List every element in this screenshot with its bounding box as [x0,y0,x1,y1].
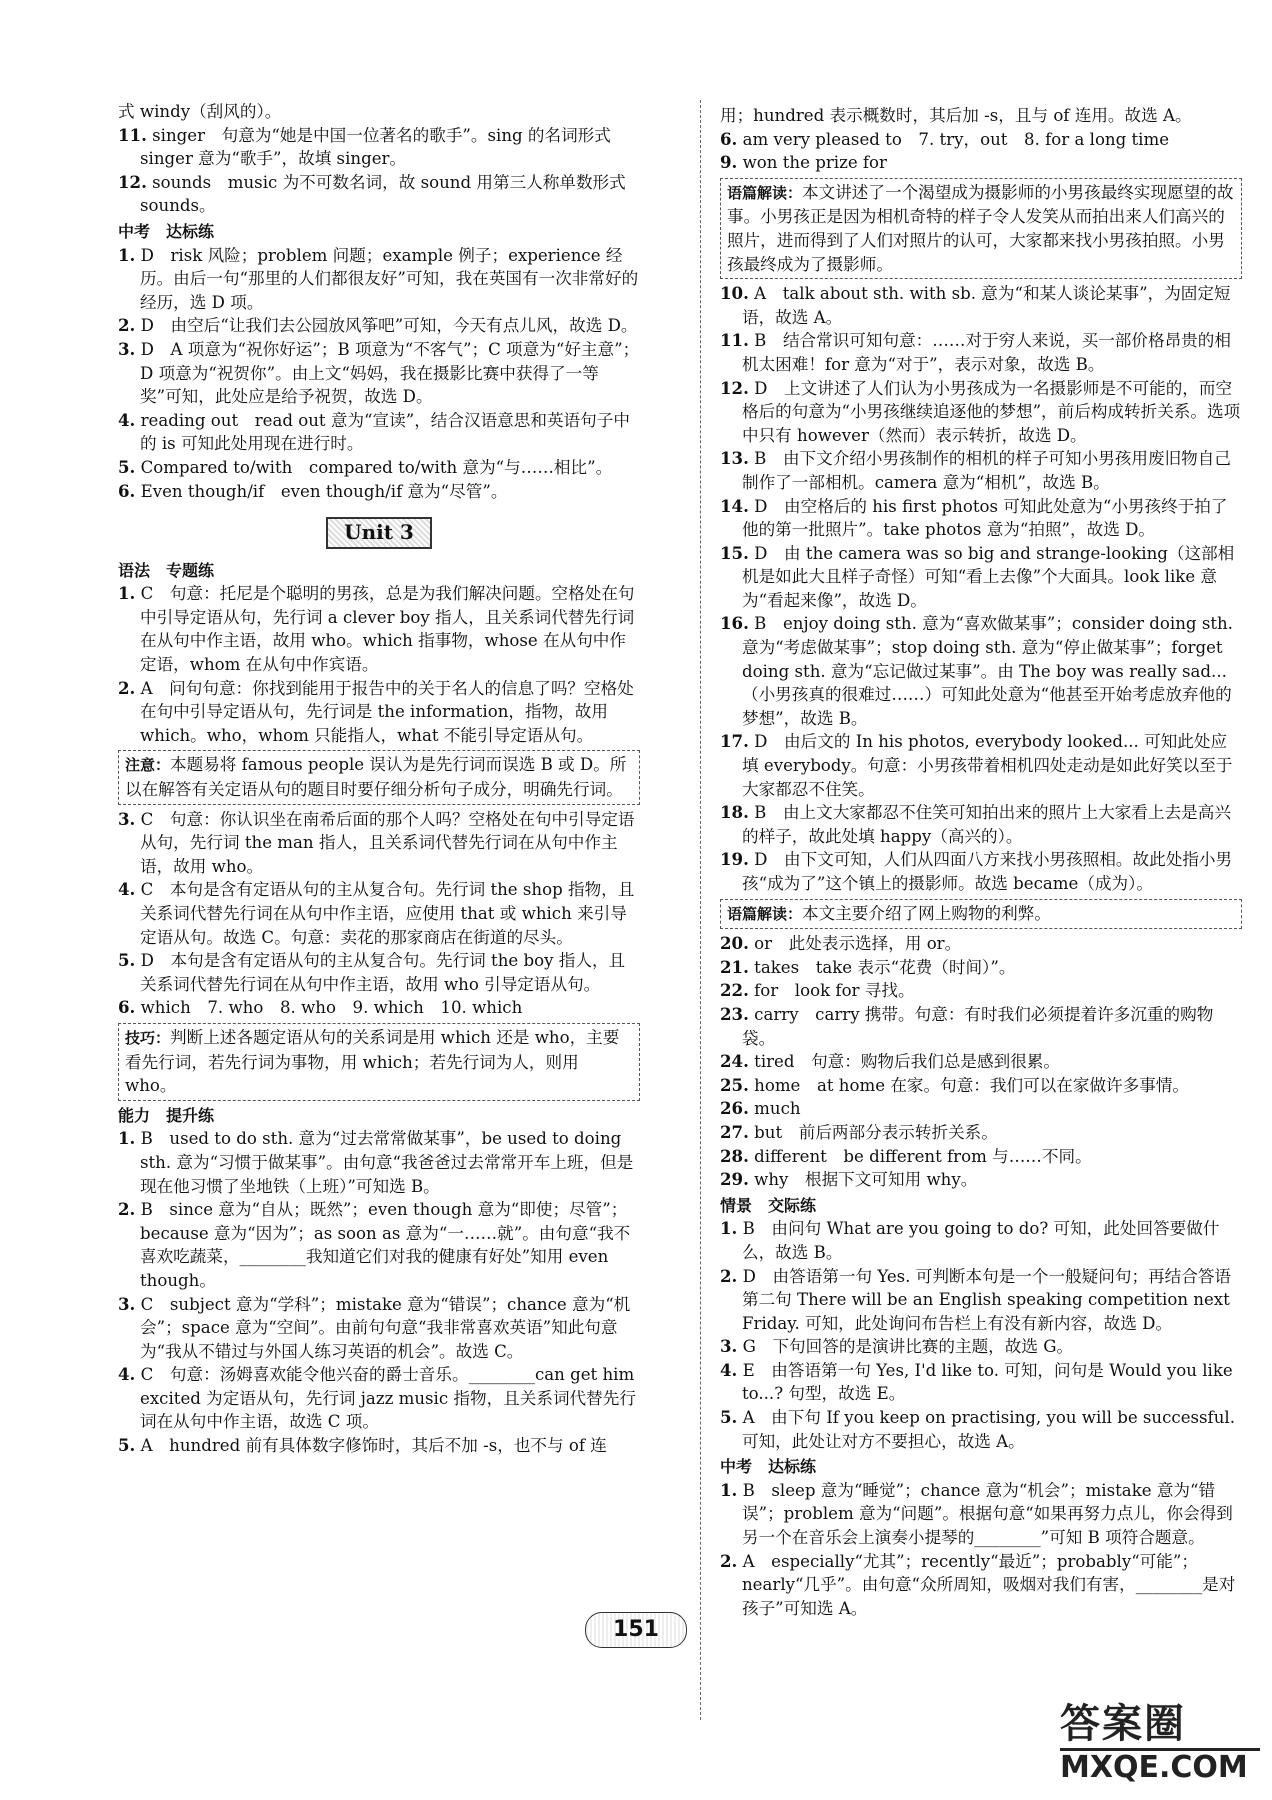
answer-item [720,1550,1242,1621]
note-text: 判断上述各题定语从句的关系词是用 which 还是 who，主要看先行词，若先行词为事物，用 which；若先行词为人，则用 who。 [125,1027,620,1096]
answer-item [720,282,1242,329]
note-box [720,178,1242,279]
answer-text: C 句意：托尼是个聪明的男孩，总是为我们解决问题。空格处在句中引导定语从句，先行词 a clever boy 指人，且关系词代替先行词在从句中作主语，故用 who。which 指事物，whose 在从句中作定语，whom 在从句中作宾语。 [135,584,635,675]
answer-text: A especially“尤其”；recently“最近”；probably“可能”；nearly“几乎”。由句意“众所周知，吸烟对我们有害，________是对孩子”可知选 A。 [737,1551,1236,1618]
answer-number: 9. [720,152,738,173]
answer-text: B 结合常识可知句意：……对于穷人来说，买一部价格昂贵的相机太困难！for 意为“对于”，表示对象，故选 B。 [742,331,1231,374]
answer-item [118,949,640,996]
answer-item [720,1003,1242,1050]
answer-number: 3. [118,1293,136,1314]
unit-heading-wrap [118,517,640,549]
left-column [118,100,640,1458]
answer-item [720,979,1242,1003]
answer-text: D 本句是含有定语从句的主从复合句。先行词 the boy 指人，且关系词代替先行词在从句中作主语，故用 who 引导定语从句。 [135,951,626,994]
section-heading: 能力 提升练 [118,1105,215,1125]
answer-item [118,338,640,409]
answer-number: 1. [118,1128,136,1149]
answer-number: 11. [720,330,749,351]
answer-item [118,582,640,676]
answer-text: A talk about sth. with sb. 意为“和某人谈论某事”，为固定短语，故选 A。 [742,284,1231,327]
answer-text: B 由下文介绍小男孩制作的相机的样子可知小男孩用废旧物自己制作了一部相机。camera 意为“相机”，故选 B。 [742,449,1231,492]
answer-text: B enjoy doing sth. 意为“喜欢做某事”；consider doing sth. 意为“考虑做某事”；stop doing sth. 意为“停止做某事”；forget doing sth. 意为“忘记做过某事”。由 The boy was really sad...（小男孩真的很难过……）可知此处意为“他甚至开始考虑放弃他的梦想”，故选 B。 [742,614,1233,728]
answer-text: E 由答语第一句 Yes, I'd like to. 可知，问句是 Would you like to...? 句型，故选 E。 [737,1360,1233,1404]
answer-text: D risk 风险；problem 问题；example 例子；experience 经历。由后一句“那里的人们都很友好”可知，我在英国有一次非常好的经历，选 D 项。 [135,245,639,312]
answer-item [118,171,640,218]
answer-text: D A 项意为“祝你好运”；B 项意为“不客气”；C 项意为“好主意”；D 项意为“祝贺你”。由上文“妈妈，我在摄影比赛中获得了一等奖”可知，此处应是给予祝贺，故选 D。 [135,339,640,407]
answer-item [720,730,1242,801]
answer-item [720,848,1242,895]
answer-item [118,314,640,338]
answer-text: am very pleased to 7. try，out 8. for a long time [737,129,1170,149]
answer-text: different be different from 与……不同。 [748,1146,1092,1166]
answer-number: 3. [720,1336,738,1357]
answer-text: Compared to/with compared to/with 意为“与……相比”。 [135,457,613,477]
note-text: 本文主要介绍了网上购物的利弊。 [802,903,1051,923]
answer-text: B since 意为“自从；既然”；even though 意为“即使；尽管”；because 意为“因为”；as soon as 意为“一……就”。由句意“我不喜欢吃蔬菜，________我知道它们对我的健康有好处”知用 even though。 [135,1200,631,1290]
answer-text: takes take 表示“花费（时间）”。 [748,957,1016,977]
answer-item [720,1406,1242,1453]
answer-item [118,456,640,480]
answer-number: 27. [720,1121,749,1142]
column-divider [700,100,701,1720]
answer-number: 2. [720,1550,738,1571]
answer-number: 10. [720,283,749,304]
answer-item [720,329,1242,376]
answer-number: 24. [720,1051,749,1072]
unit-title: Unit 3 [326,517,432,549]
answer-item [118,1434,640,1458]
answer-number: 1. [720,1218,738,1239]
answer-number: 5. [720,1407,738,1428]
answer-text: or 此处表示选择，用 or。 [748,934,962,954]
answer-item [118,1363,640,1434]
answer-number: 5. [118,1435,136,1456]
answer-text: D 由后文的 In his photos, everybody looked... 可知此处应填 everybody。句意：小男孩带着相机四处走动是如此好笑以至于大家都忍不住笑。 [742,732,1233,799]
answer-number: 3. [118,808,136,829]
answer-text: C 句意：你认识坐在南希后面的那个人吗？空格处在句中引导定语从句，先行词 the man 指人，且关系词代替先行词在从句中作主语，故用 who。 [135,809,635,876]
section-heading: 语法 专题练 [118,560,215,580]
note-label: 语篇解读： [727,904,803,923]
answer-item [720,1121,1242,1145]
answer-number: 1. [720,1479,738,1500]
answer-item [720,956,1242,980]
answer-item [118,996,640,1020]
section-heading: 中考 达标练 [118,221,215,241]
watermark-top-text: 答案圈 [1060,1701,1186,1747]
answer-item [720,377,1242,448]
answer-item [720,1168,1242,1192]
continued-text: 式 windy（刮风的）。 [118,102,282,121]
answer-text: why 根据下文可知用 why。 [748,1170,978,1190]
answer-number: 11. [118,124,147,145]
answer-number: 23. [720,1003,749,1024]
answer-item [118,409,640,456]
answer-text: reading out read out 意为“宣读”，结合汉语意思和英语句子中的 is 可知此处用现在进行时。 [135,410,630,454]
answer-item [118,808,640,879]
page-number: 151 [585,1612,687,1648]
answer-text: Even though/if even though/if 意为“尽管”。 [135,481,508,501]
answer-item [118,878,640,949]
answer-item [720,1145,1242,1169]
answer-text: B sleep 意为“睡觉”；chance 意为“机会”；mistake 意为“错误”；problem 意为“问题”。根据句意“如果再努力点儿，你会得到另一个在音乐会上演奏小提琴的________”可知 B 项符合题意。 [737,1480,1233,1548]
answer-text: but 前后两部分表示转折关系。 [748,1122,998,1142]
answer-number: 2. [118,677,136,698]
answer-number: 2. [118,315,136,336]
answer-number: 20. [720,933,749,954]
right-column [720,104,1242,1620]
answer-item [720,1217,1242,1264]
answer-text: home at home 在家。句意：我们可以在家做许多事情。 [748,1075,1190,1095]
answer-number: 3. [118,338,136,359]
answer-item [720,495,1242,542]
answer-item [118,480,640,504]
answer-item [720,1097,1242,1121]
answer-number: 17. [720,731,749,752]
answer-number: 25. [720,1074,749,1095]
answer-text: A 由下句 If you keep on practising, you will be successful. 可知，此处让对方不要担心，故选 A。 [737,1408,1235,1451]
answer-text: D 由答语第一句 Yes. 可判断本句是一个一般疑问句；再结合答语第二句 There will be an English speaking competition next Friday. 可知，此处询问布告栏上有没有新内容，故选 D。 [737,1266,1232,1333]
answer-text: carry carry 携带。句意：有时我们必须提着许多沉重的购物袋。 [742,1004,1214,1048]
answer-item [720,612,1242,730]
answer-item [720,932,1242,956]
answer-text: singer 句意为“她是中国一位著名的歌手”。sing 的名词形式 singer 意为“歌手”，故填 singer。 [140,125,611,169]
continued-text: 用；hundred 表示概数时，其后加 -s，且与 of 连用。故选 A。 [720,106,1192,125]
answer-text: much [748,1099,801,1119]
answer-text: which 7. who 8. who 9. which 10. which [135,998,523,1018]
answer-text: D 由下文可知，人们从四面八方来找小男孩照相。故此处指小男孩“成为了”这个镇上的摄影师。故选 became（成为）。 [742,850,1233,893]
note-box [118,1023,640,1101]
answer-number: 4. [118,409,136,430]
answer-text: D 由 the camera was so big and strange-looking（这部相机是如此大且样子奇怪）可知“看上去像”个大面具。look like 意为“看起来像”，故选 D。 [742,543,1235,610]
answer-item [720,1074,1242,1098]
answer-number: 14. [720,495,749,516]
answer-item [720,801,1242,848]
answer-number: 22. [720,980,749,1001]
answer-text: D 上文讲述了人们认为小男孩成为一名摄影师是不可能的，而空格后的句意为“小男孩继续追逐他的梦想”，前后构成转折关系。选项中只有 however（然而）表示转折，故选 D。 [742,378,1241,445]
answer-number: 5. [118,950,136,971]
section-heading: 中考 达标练 [720,1457,817,1477]
answer-item [720,151,1242,175]
answer-number: 1. [118,244,136,265]
answer-item [118,677,640,748]
answer-text: D 由空格后的 his first photos 可知此处意为“小男孩终于拍了他的第一批照片”。take photos 意为“拍照”，故选 D。 [742,496,1228,540]
answer-number: 28. [720,1145,749,1166]
answer-item [720,1479,1242,1550]
answer-number: 1. [118,583,136,604]
answer-number: 6. [720,128,738,149]
watermark-logo [1060,1700,1260,1795]
note-label: 注意： [125,756,171,775]
answer-number: 4. [118,1364,136,1385]
answer-item [720,1335,1242,1359]
answer-item [118,244,640,315]
answer-text: C 句意：汤姆喜欢能令他兴奋的爵士音乐。________can get him excited 为定语从句，先行词 jazz music 指物，且关系词代替先行词在从句中作主语，故选 C 项。 [135,1365,636,1432]
note-label: 语篇解读： [727,183,803,202]
answer-number: 26. [720,1098,749,1119]
answer-item [118,124,640,171]
answer-text: tired 句意：购物后我们总是感到很累。 [748,1052,1060,1072]
answer-text: A 问句句意：你找到能用于报告中的关于名人的信息了吗？空格处在句中引导定语从句，先行词是 the information，指物，故用 which。who，whom 只能指人，what 不能引导定语从句。 [135,678,634,745]
answer-number: 12. [720,377,749,398]
answer-item [118,1127,640,1198]
answer-number: 18. [720,802,749,823]
watermark-bottom-text: MXQE.COM [1060,1748,1260,1785]
answer-number: 12. [118,171,147,192]
answer-text: B 由问句 What are you going to do? 可知，此处回答要做什么，故选 B。 [737,1219,1220,1262]
answer-number: 6. [118,997,136,1018]
answer-number: 6. [118,480,136,501]
answer-item [720,542,1242,613]
answer-text: C 本句是含有定语从句的主从复合句。先行词 the shop 指物，且关系词代替先行词在从句中作主语，应使用 that 或 which 来引导定语从句。故选 C。句意：卖花的那家商店在街道的尽头。 [135,880,635,947]
answer-text: for look for 寻找。 [748,981,915,1001]
answer-number: 13. [720,448,749,469]
answer-number: 4. [720,1359,738,1380]
answer-item [720,447,1242,494]
section-heading: 情景 交际练 [720,1195,817,1215]
answer-number: 5. [118,456,136,477]
answer-text: B used to do sth. 意为“过去常常做某事”，be used to doing sth. 意为“习惯于做某事”。由句意“我爸爸过去常常开车上班，但是现在他习惯了坐地铁（上班）”可知选 B。 [135,1129,634,1196]
answer-text: C subject 意为“学科”；mistake 意为“错误”；chance 意为“机会”；space 意为“空间”。由前句句意“我非常喜欢英语”知此句意为“我从不错过与外国人练习英语的机会”。故选 C。 [135,1294,631,1361]
note-box [118,750,640,804]
answer-number: 16. [720,613,749,634]
answer-item [720,1265,1242,1336]
answer-number: 29. [720,1169,749,1190]
answer-text: G 下句回答的是演讲比赛的主题，故选 G。 [737,1337,1074,1357]
answer-item [118,1293,640,1364]
answer-number: 2. [720,1265,738,1286]
answer-number: 2. [118,1199,136,1220]
answer-number: 21. [720,956,749,977]
answer-number: 15. [720,542,749,563]
answer-item [720,1050,1242,1074]
answer-number: 19. [720,849,749,870]
answer-text: A hundred 前有具体数字修饰时，其后不加 -s，也不与 of 连 [135,1436,607,1456]
answer-number: 4. [118,879,136,900]
answer-text: sounds music 为不可数名词，故 sound 用第三人称单数形式 sounds。 [140,172,626,216]
note-text: 本题易将 famous people 误认为是先行词而误选 B 或 D。所以在解答有关定语从句的题目时要仔细分析句子成分，明确先行词。 [125,755,627,800]
note-box [720,899,1242,930]
answer-item [118,1198,640,1292]
answer-item [720,128,1242,152]
answer-text: B 由上文大家都忍不住笑可知拍出来的照片上大家看上去是高兴的样子，故此处填 happy（高兴的）。 [742,803,1231,846]
note-label: 技巧： [125,1028,171,1047]
answer-text: D 由空后“让我们去公园放风筝吧”可知，今天有点儿风，故选 D。 [135,316,638,336]
note-text: 本文讲述了一个渴望成为摄影师的小男孩最终实现愿望的故事。小男孩正是因为相机奇特的样子令人发笑从而拍出来人们高兴的照片，进而得到了人们对照片的认可，大家都来找小男孩拍照。小男孩最终成为了摄影师。 [727,182,1234,274]
answer-item [720,1359,1242,1406]
answer-text: won the prize for [737,153,887,173]
